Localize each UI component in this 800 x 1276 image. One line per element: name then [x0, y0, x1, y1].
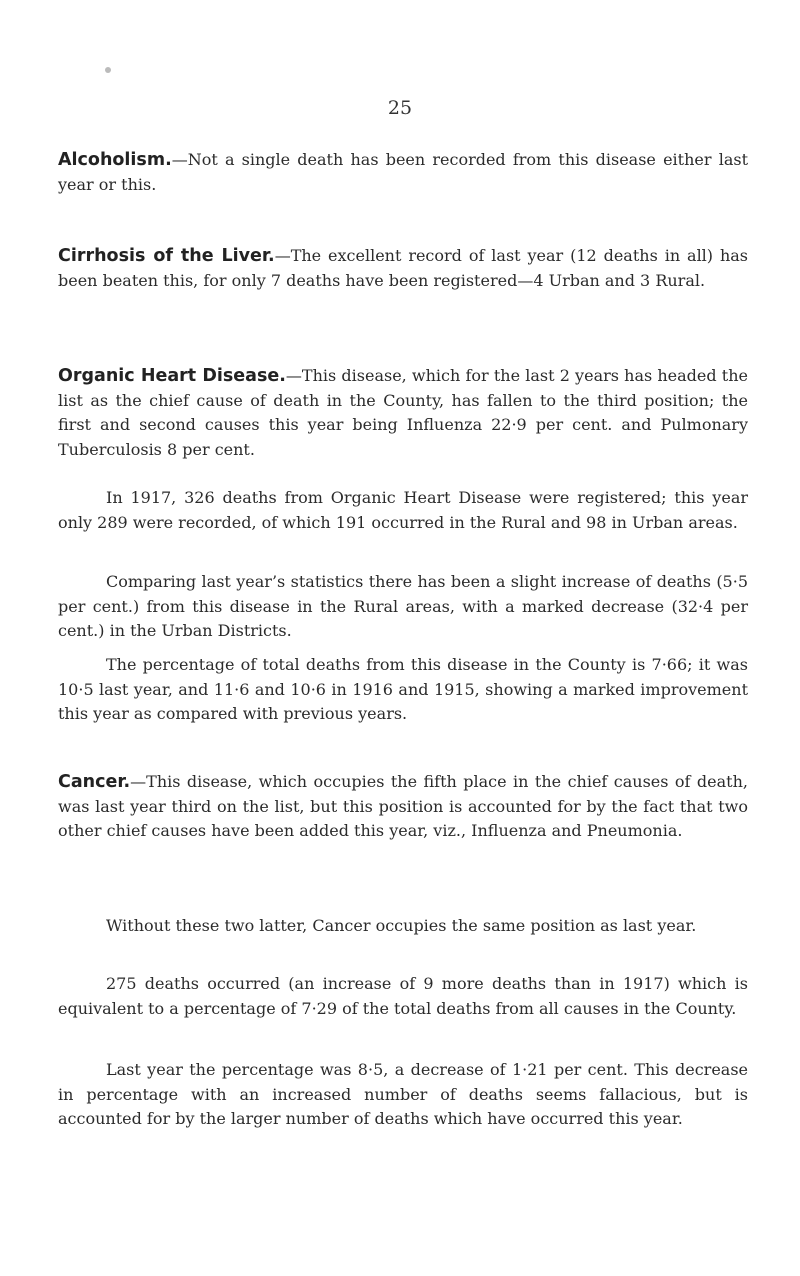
cancer-paragraph	[58, 770, 748, 844]
alcoholism-heading: Alcoholism.	[58, 150, 172, 170]
heart-paragraph	[58, 364, 748, 462]
cancer-paragraph-4: Last year the percentage was 8·5, a decrease of 1·21 per cent. This decrease in percentage with an increased number of deaths seems fallacious, but is accounted for by the larger number of deaths which have occurred this year.	[58, 1060, 748, 1128]
heart-paragraph-2: In 1917, 326 deaths from Organic Heart Disease were registered; this year only 289 were recorded, of which 191 occurred in the Rural and 98 in Urban areas.	[58, 488, 748, 532]
cancer-paragraph-3: 275 deaths occurred (an increase of 9 more deaths than in 1917) which is equivalent to a percentage of 7·29 of the total deaths from all causes in the County.	[58, 974, 748, 1018]
heart-heading: Organic Heart Disease.	[58, 366, 286, 386]
page-speck	[105, 67, 111, 73]
cirrhosis-text: —The excellent record of last year (12 deaths in all) has been beaten this, for only 7 deaths have been registered—4 Urban and 3 Rural.	[58, 246, 749, 290]
page-number: 25	[387, 97, 413, 119]
cancer-heading: Cancer.	[58, 772, 131, 792]
cirrhosis-paragraph	[58, 244, 748, 293]
heart-text: —This disease, which for the last 2 years has headed the list as the chief cause of death in the County, has fallen to the third position; the first and second causes this year being Influenza 22·9 per cent. and Pulmonary Tuberculosis 8 per cent.	[58, 366, 749, 459]
cancer-text: —This disease, which occupies the fifth place in the chief causes of death, was last year third on the list, but this position is accounted for by the fact that two other chief causes have been added this year, viz., Influenza and Pneumonia.	[58, 772, 748, 840]
alcoholism-paragraph	[58, 148, 748, 197]
cancer-paragraph-2: Without these two latter, Cancer occupies the same position as last year.	[106, 916, 697, 935]
heart-paragraph-3: Comparing last year’s statistics there has been a slight increase of deaths (5·5 per cent.) from this disease in the Rural areas, with a marked decrease (32·4 per cent.) in the Urban Districts.	[58, 572, 748, 640]
cirrhosis-heading: Cirrhosis of the Liver.	[58, 246, 275, 266]
heart-paragraph-4: The percentage of total deaths from this disease in the County is 7·66; it was 10·5 last year, and 11·6 and 10·6 in 1916 and 1915, showing a marked improvement this year as compared with previous years.	[58, 655, 748, 723]
alcoholism-text: —Not a single death has been recorded from this disease either last year or this.	[58, 150, 748, 194]
